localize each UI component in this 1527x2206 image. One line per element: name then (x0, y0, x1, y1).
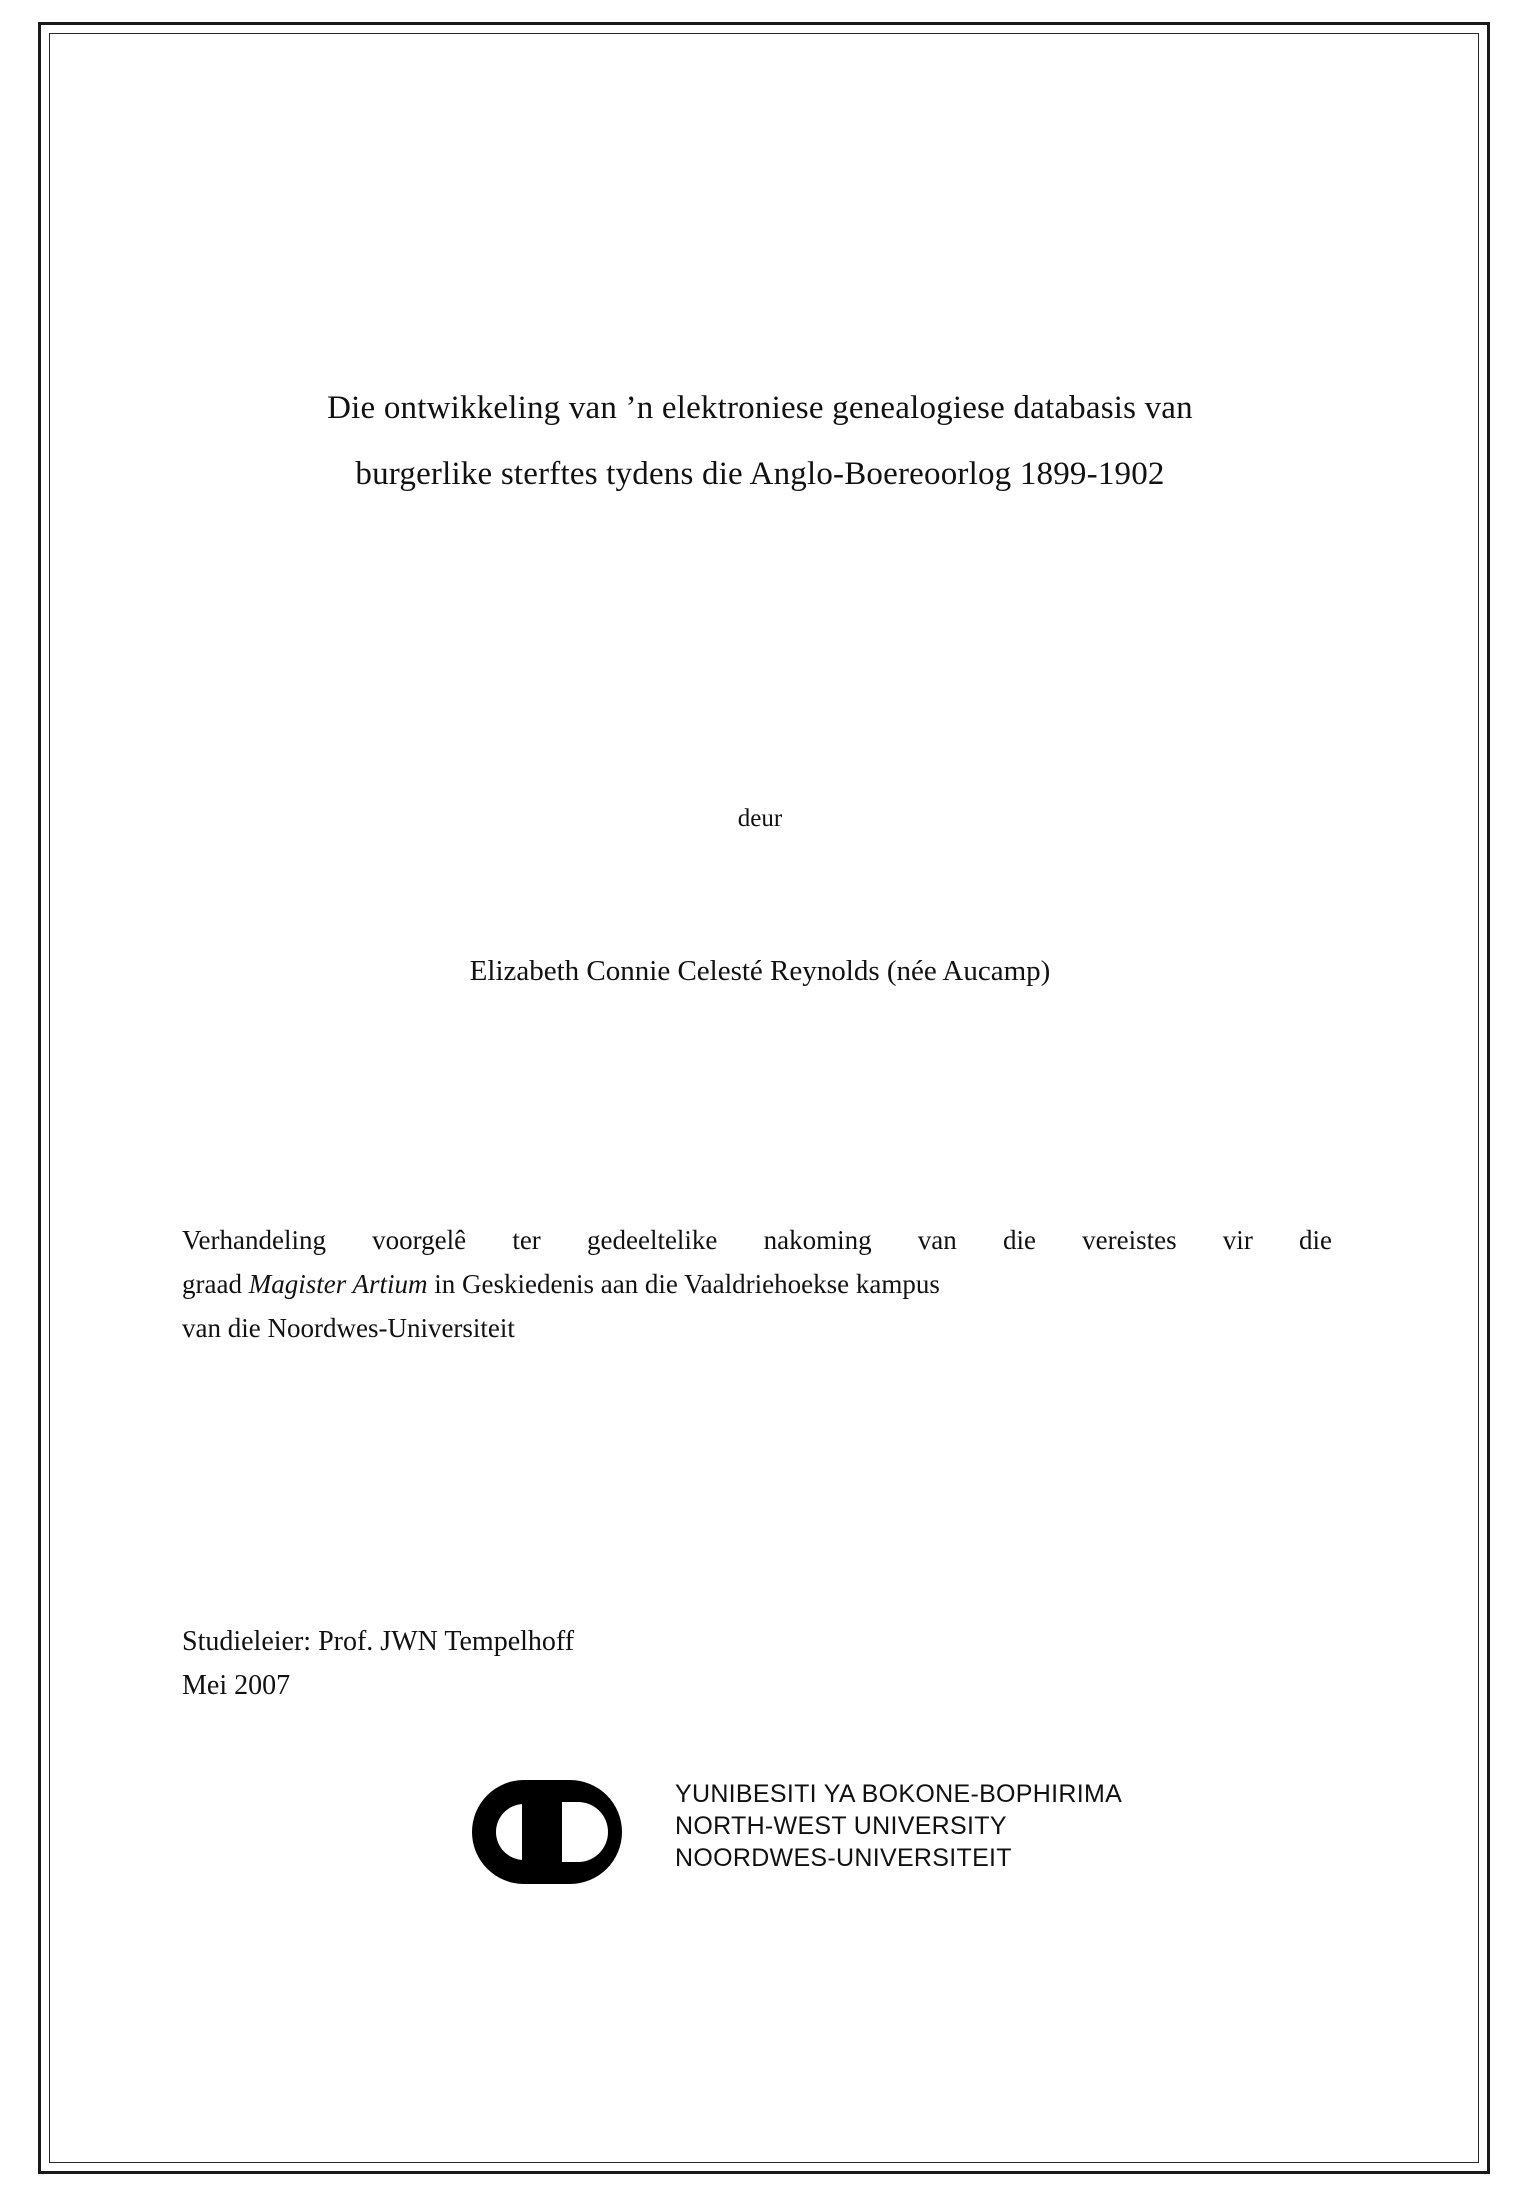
by-label: deur (737, 805, 783, 832)
degree-name: Magister Artium (248, 1269, 428, 1299)
university-logo (470, 1770, 1150, 1900)
date-line: Mei 2007 (182, 1670, 291, 1701)
degree-statement-line-2-suffix: in Geskiedenis aan die Vaaldriehoekse kampus (427, 1269, 940, 1299)
title-page-content (180, 0, 1340, 2206)
degree-statement-line-2 (182, 1262, 1332, 1306)
logo-text-line-1: YUNIBESITI YA BOKONE-BOPHIRIMA (675, 1780, 1123, 1808)
supervisor-line: Studieleier: Prof. JWN Tempelhoff (182, 1626, 575, 1657)
degree-statement-line-3: van die Noordwes-Universiteit (182, 1313, 515, 1343)
title-line-2: burgerlike sterftes tydens die Anglo-Boereoorlog 1899-1902 (355, 456, 1165, 492)
supervisor-block (182, 1620, 1082, 1708)
degree-statement-line-2-prefix: graad (182, 1269, 249, 1299)
university-logo-text (675, 1778, 1122, 1874)
author-name: Elizabeth Connie Celesté Reynolds (née Aucamp) (469, 955, 1051, 987)
logo-text-line-3: NOORDWES-UNIVERSITEIT (675, 1844, 1012, 1872)
degree-statement-line-1: Verhandeling voorgelê ter gedeeltelike nakoming van die vereistes vir die (182, 1225, 1332, 1255)
degree-statement (182, 1218, 1332, 1350)
title-line-1: Die ontwikkeling van ’n elektroniese genealogiese databasis van (327, 390, 1193, 426)
logo-text-line-2: NORTH-WEST UNIVERSITY (675, 1812, 1007, 1840)
north-west-university-logo-icon (470, 1776, 670, 1888)
page-title (180, 375, 1340, 507)
